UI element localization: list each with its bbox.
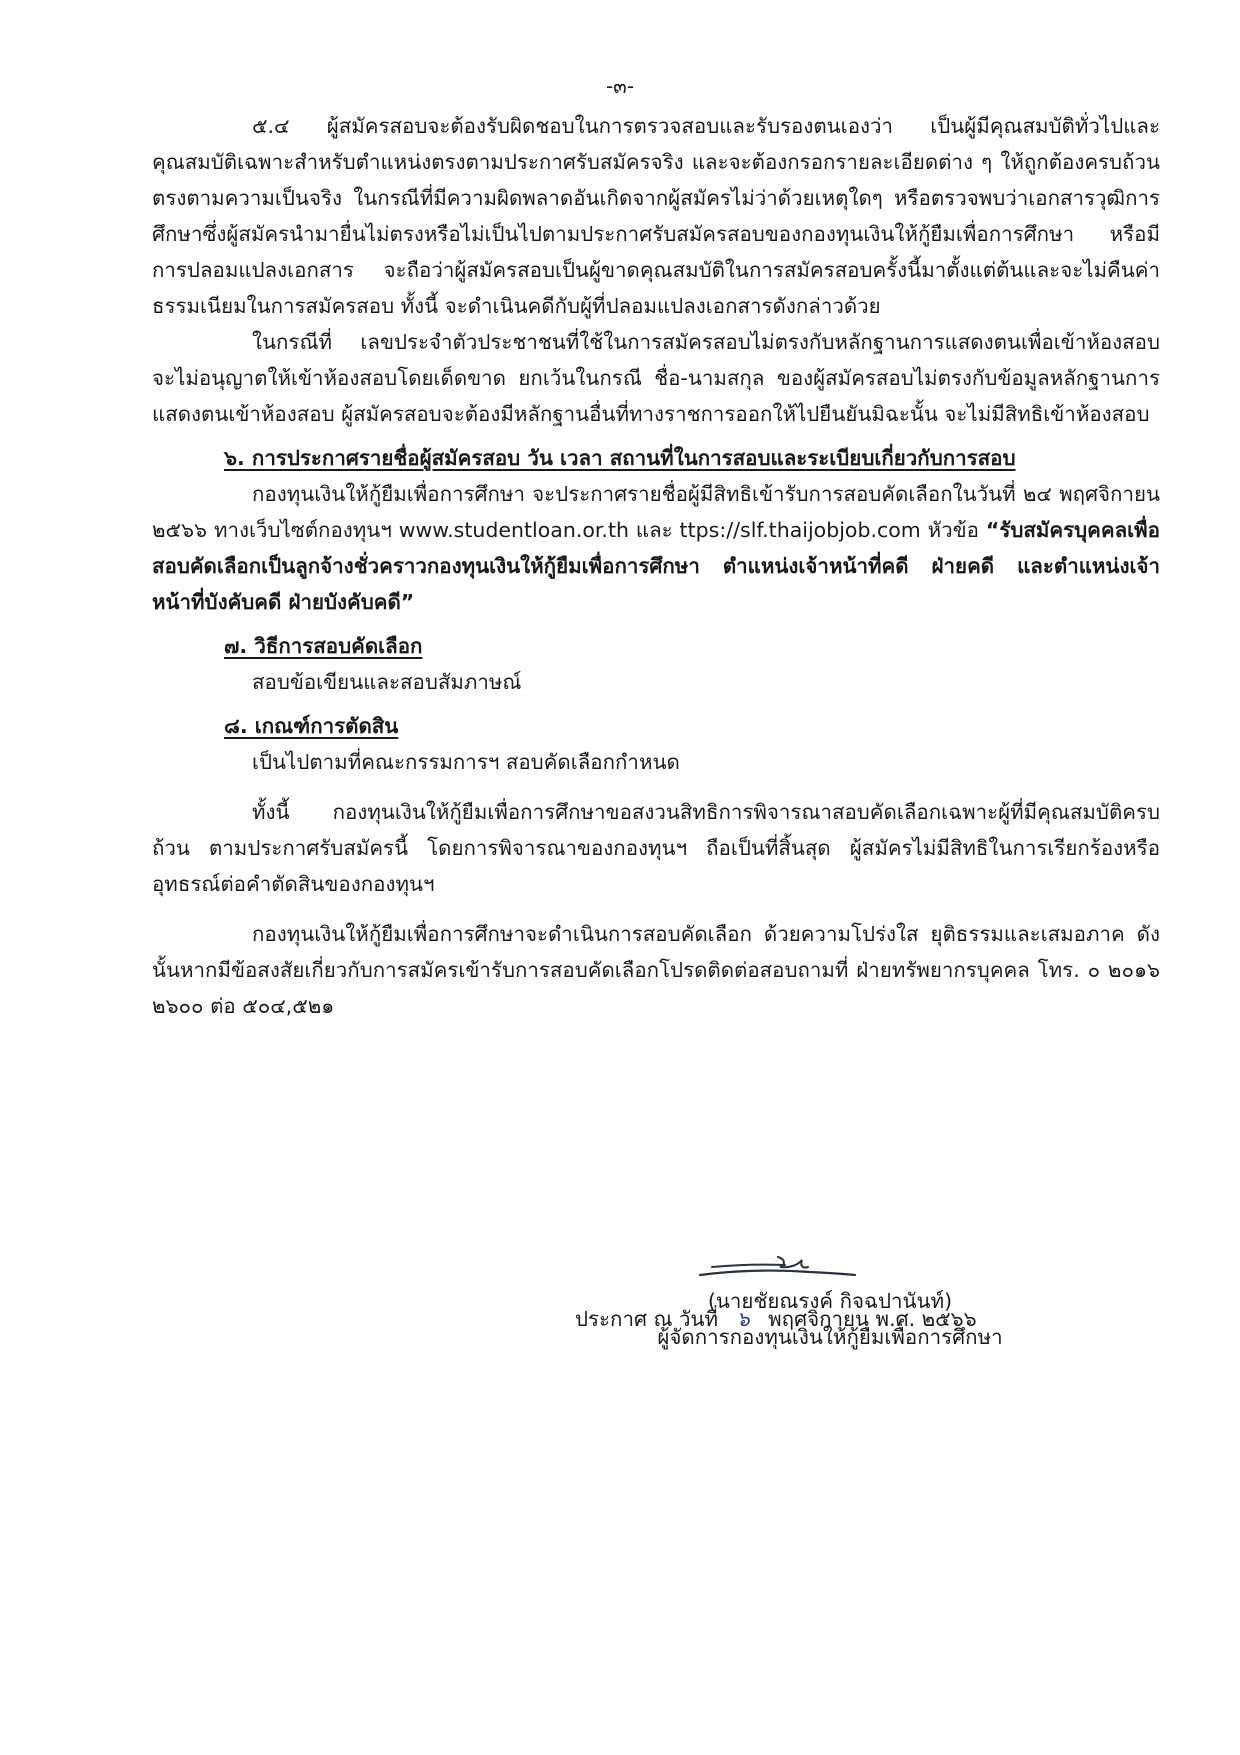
announcement-suffix: พฤศจิกายน พ.ศ. ๒๕๖๖ — [768, 1307, 977, 1331]
section-6-text: กองทุนเงินให้กู้ยืมเพื่อการศึกษา จะประกาศรายชื่อผู้มีสิทธิเข้ารับการสอบคัดเลือกในวันที่ ๒๔ พฤศจิกายน ๒๕๖๖ ทางเว็บไซต์กองทุนฯ www.studentloan.or.th และ ttps://slf.thaijobjob.com หัวข้อ — [152, 482, 1160, 542]
signature-block — [620, 1283, 1040, 1355]
announcement-prefix: ประกาศ ณ วันที่ — [575, 1307, 719, 1331]
section-8-heading: ๘. เกณฑ์การตัดสิน — [224, 714, 399, 738]
paragraph-id-mismatch: ในกรณีที่ เลขประจำตัวประชาชนที่ใช้ในการสมัครสอบไม่ตรงกับหลักฐานการแสดงตนเพื่อเข้าห้องสอบจะไม่อนุญาตให้เข้าห้องสอบโดยเด็ดขาด ยกเว้นในกรณี ชื่อ-นามสกุล ของผู้สมัครสอบไม่ตรงกับข้อมูลหลักฐานการแสดงตนเข้าห้องสอบ ผู้สมัครสอบจะต้องมีหลักฐานอื่นที่ทางราชการออกให้ไปยืนยันมิฉะนั้น จะไม่มีสิทธิเข้าห้องสอบ — [152, 330, 1160, 426]
signature-mark — [690, 1245, 860, 1285]
signatory-title: ผู้จัดการกองทุนเงินให้กู้ยืมเพื่อการศึกษา — [657, 1325, 1003, 1349]
document-body — [152, 108, 1160, 1024]
announcement-day: ๖ — [736, 1307, 750, 1331]
reservation-paragraph: ทั้งนี้ กองทุนเงินให้กู้ยืมเพื่อการศึกษาขอสงวนสิทธิการพิจารณาสอบคัดเลือกเฉพาะผู้ที่มีคุณสมบัติครบถ้วน ตามประกาศรับสมัครนี้ โดยการพิจารณาของกองทุนฯ ถือเป็นที่สิ้นสุด ผู้สมัครไม่มีสิทธิในการเรียกร้องหรืออุทธรณ์ต่อคำตัดสินของกองทุนฯ — [152, 800, 1160, 896]
signatory-name: (นายชัยณรงค์ กิจฉปานันท์) — [707, 1289, 953, 1313]
section-7-heading: ๗. วิธีการสอบคัดเลือก — [224, 634, 423, 658]
section-6-body — [152, 476, 1160, 620]
section-6-heading: ๖. การประกาศรายชื่อผู้สมัครสอบ วัน เวลา สถานที่ในการสอบและระเบียบเกี่ยวกับการสอบ — [224, 446, 1016, 470]
section-6-quote: “รับสมัครบุคคลเพื่อสอบคัดเลือกเป็นลูกจ้างชั่วคราวกองทุนเงินให้กู้ยืมเพื่อการศึกษา ตำแหน่งเจ้าหน้าที่คดี ฝ่ายคดี และตำแหน่งเจ้าหน้าที่บังคับคดี ฝ่ายบังคับคดี” — [152, 518, 1160, 614]
contact-paragraph: กองทุนเงินให้กู้ยืมเพื่อการศึกษาจะดำเนินการสอบคัดเลือก ด้วยความโปร่งใส ยุติธรรมและเสมอภาค ดังนั้นหากมีข้อสงสัยเกี่ยวกับการสมัครเข้ารับการสอบคัดเลือกโปรดติดต่อสอบถามที่ ฝ่ายทรัพยากรบุคคล โทร. ๐ ๒๐๑๖ ๒๖๐๐ ต่อ ๕๐๔,๕๒๑ — [152, 922, 1160, 1018]
section-7-body: สอบข้อเขียนและสอบสัมภาษณ์ — [252, 670, 522, 694]
page-number: -๓- — [605, 74, 635, 98]
section-8-body: เป็นไปตามที่คณะกรรมการฯ สอบคัดเลือกกำหนด — [252, 750, 680, 774]
paragraph-5-4: ๕.๔ ผู้สมัครสอบจะต้องรับผิดชอบในการตรวจสอบและรับรองตนเองว่า เป็นผู้มีคุณสมบัติทั่วไปและคุณสมบัติเฉพาะสำหรับตำแหน่งตรงตามประกาศรับสมัครจริง และจะต้องกรอกรายละเอียดต่าง ๆ ให้ถูกต้องครบถ้วนตรงตามความเป็นจริง ในกรณีที่มีความผิดพลาดอันเกิดจากผู้สมัครไม่ว่าด้วยเหตุใดๆ หรือตรวจพบว่าเอกสารวุฒิการศึกษาซึ่งผู้สมัครนำมายื่นไม่ตรงหรือไม่เป็นไปตามประกาศรับสมัครสอบของกองทุนเงินให้กู้ยืมเพื่อการศึกษา หรือมีการปลอมแปลงเอกสาร จะถือว่าผู้สมัครสอบเป็นผู้ขาดคุณสมบัติในการสมัครสอบครั้งนี้มาตั้งแต่ต้นและจะไม่คืนค่าธรรมเนียมในการสมัครสอบ ทั้งนี้ จะดำเนินคดีกับผู้ที่ปลอมแปลงเอกสารดังกล่าวด้วย — [152, 114, 1160, 318]
